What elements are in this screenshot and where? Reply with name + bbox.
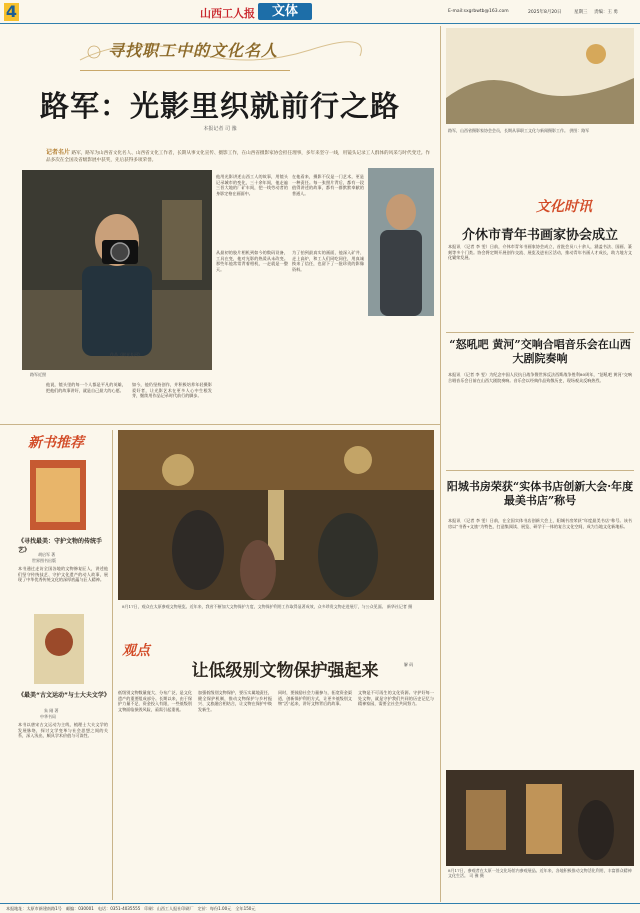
article-col-1: 他用光影讲述山西工人的故事，用镜头记录城市的变化，三十余年间，他走遍三晋大地的厂矿车间，把一线劳动者的身影定格在画面中。 [216, 174, 288, 196]
opinion-col-1: 低级别文物数量庞大、分布广泛，是文化遗产的重要组成部分。长期以来，由于保护力量不足、资金投入有限，一些低级别文物面临损毁风险，亟需引起重视。 [118, 690, 192, 712]
book2-cover [34, 614, 84, 684]
newspaper-name: 山西工人报 [200, 7, 255, 20]
news2-title: “怒吼吧 黄河”交响合唱音乐会在山西大剧院奏响 [449, 338, 631, 365]
page-header [0, 0, 640, 24]
column-banner [0, 24, 440, 80]
exhibition-photo [118, 430, 434, 600]
opinion-col-2: 加强低级别文物保护，要压实属地责任，健全保护机制，推动文物保护与乡村振兴、文旅融合相结合，让文物在保护中焕发新生。 [198, 690, 272, 712]
portrait-photo [22, 170, 212, 370]
photographer-scene-icon [22, 170, 212, 370]
header-editor: 责编：王 勇 [594, 10, 618, 15]
news3-title: 阳城书房荣获“实体书店创新大会·年度最美书店”称号 [446, 480, 634, 507]
opinion-col-3: 同时，要鼓励社会力量参与，拓宽资金渠道，创新保护利用方式，让更多低级别文物“活”起来，讲好文物背后的故事。 [278, 690, 352, 707]
news3-body: 本报讯 （记者 李 雯）日前，在全国实体书店创新大会上，阳城书房荣获“年度最美书店”称号。该书房以“书香+文旅”为特色，打造集阅读、展览、研学于一体的复合文化空间，成为当地文化新地标。 [448, 518, 632, 529]
article-col-6: 如今，他仍坚持创作，并积极培养年轻摄影爱好者，让光影艺术在更多人心中生根发芽，继续用作品记录时代前行的脚步。 [132, 382, 212, 399]
opinion-headline: 让低级别文物保护强起来 [191, 661, 379, 681]
article-col-3: 从最初的胶片相机到如今的数码设备，工具在变，他对光影的热爱从未改变。那些年他常常背着相机，一走就是一整天。 [216, 250, 288, 272]
lead-intro [46, 150, 430, 164]
book1-author: 胡启军 著 [38, 552, 56, 557]
right-top-photo [446, 28, 634, 124]
exhibition-hall-icon [446, 770, 634, 866]
header-date: 2025年8月20日 [528, 10, 562, 15]
banner-divider [80, 70, 290, 71]
book1-cover [30, 460, 86, 530]
portrait-caption: 路军近照 [30, 372, 46, 377]
news-divider-2 [446, 470, 634, 471]
museum-visitors-scene-icon [118, 430, 434, 600]
second-portrait-photo [368, 168, 434, 316]
books-divider [112, 430, 113, 900]
exhibition-caption: 8月17日，观众在太原参观文物展览。近年来，我省不断加大文物保护力度，文物保护利用工作取得显著成效，众多珍贵文物走进展厅，与公众见面。 新华社记者 摄 [122, 604, 413, 609]
main-headline: 路军：光影里织就前行之路 [39, 89, 400, 123]
news-divider-1 [446, 332, 634, 333]
book2-author: 朱 刚 著 [44, 708, 59, 713]
book-cover-icon [34, 614, 84, 684]
artwork-caption: 作品《时光长河》 [110, 352, 142, 357]
opinion-author: 解 码 [404, 662, 414, 667]
book1-title: 《寻找最美：守护文物的传统手艺》 [18, 538, 103, 554]
book1-blurb: 本书通过走访全国各地的文物修复匠人，讲述他们坚守传统技艺、守护文化遗产的动人故事，展现了中华优秀传统文化的深厚底蕴与匠人精神。 [18, 566, 108, 583]
header-weekday: 星期三 [574, 10, 588, 15]
news1-title: 介休市青年书画家协会成立 [461, 228, 618, 243]
right-bottom-photo [446, 770, 634, 866]
lead-label: 记者名片 [46, 149, 71, 156]
opinion-tag: 观点 [122, 643, 150, 659]
section-divider [0, 424, 440, 425]
book2-press: 中华书局 [40, 714, 56, 719]
news1-body: 本报讯 （记者 李 雯）日前，介休市青年书画家协会成立，首批会员八十余人，涵盖书法、国画、篆刻等多个门类。协会将定期开展创作交流、展览及进社区活动，推动青年书画人才成长，助力地方文化繁荣发展。 [448, 244, 632, 261]
article-col-4: 为了拍到最真实的画面，他深入矿井、走上高炉，和工人们同吃同住，用真诚换来了信任，也留下了一批珍贵的影像资料。 [292, 250, 364, 272]
right-column-divider [440, 26, 441, 902]
person-portrait-icon [368, 168, 434, 316]
section-label: 文体 [258, 3, 312, 20]
book1-press: 世界图书出版 [32, 558, 56, 563]
painting-work-icon [446, 28, 634, 124]
book-cover-icon [30, 460, 86, 530]
article-col-2: 在他看来，摄影不仅是一门艺术，更是一种责任。每一张照片背后，都有一段值得讲述的故事，都有一群默默奉献的普通人。 [292, 174, 364, 196]
main-byline: 本报记者 司 豫 [203, 126, 237, 132]
page-number: 4 [5, 2, 18, 21]
books-tag: 新书推荐 [28, 435, 84, 451]
right-top-caption: 路军，山西省摄影家协会会员，长期从事职工文化与新闻摄影工作。 供图：路军 [448, 128, 590, 133]
opinion-col-4: 文物是不可再生的文化资源。守护好每一处文物，就是守护我们共同的历史记忆与精神家园，需要全社会共同努力。 [358, 690, 434, 707]
news-tag: 文化时讯 [536, 199, 592, 215]
banner-title: 寻找职工中的文化名人 [108, 41, 279, 60]
article-col-5: 他说，镜头里的每一个人都是平凡的英雄，把他们的故事讲好，就是自己最大的心愿。 [46, 382, 126, 393]
book2-title: 《最美“古文运动”与士大夫文学》 [18, 692, 110, 699]
news2-body: 本报讯 （记者 李 雯）为纪念中国人民抗日战争暨世界反法西斯战争胜利80周年，“怒吼吧 黄河”交响合唱音乐会日前在山西大剧院奏响。音乐会以经典作品致敬历史，现场观众反响热烈。 [448, 372, 632, 383]
right-bottom-caption: 8月17日，参观者在太原一处文化场馆内参观展品。近年来，各地积极推动文物活化利用，丰富群众精神文化生活。 司 豫 摄 [448, 868, 632, 879]
page-footer: 本报地址：太原市新建南路1号 邮编：030001 电话：0351-4035555 印刷：山西工人报社印刷厂 定价：每份1.00元 全年150元 [0, 903, 640, 913]
book2-blurb: 本书以唐宋古文运动为主线，梳理士大夫文学的发展脉络，探讨文学变革与社会思想之间的关系，深入浅出，颇具学术价值与可读性。 [18, 722, 108, 739]
lead-text: 路军，路军为山西省文化名人、山西省文化工作者，长期从事文化宣传、摄影工作，在山西省摄影家协会担任理事，多年来坚守一线，用镜头记录工人群体的风采与时代变迁。作品多次在全国及省级影展中获奖，先后获得多项荣誉。 [46, 151, 430, 163]
header-email: E-mail:sxgrbwtb@163.com [448, 9, 509, 14]
